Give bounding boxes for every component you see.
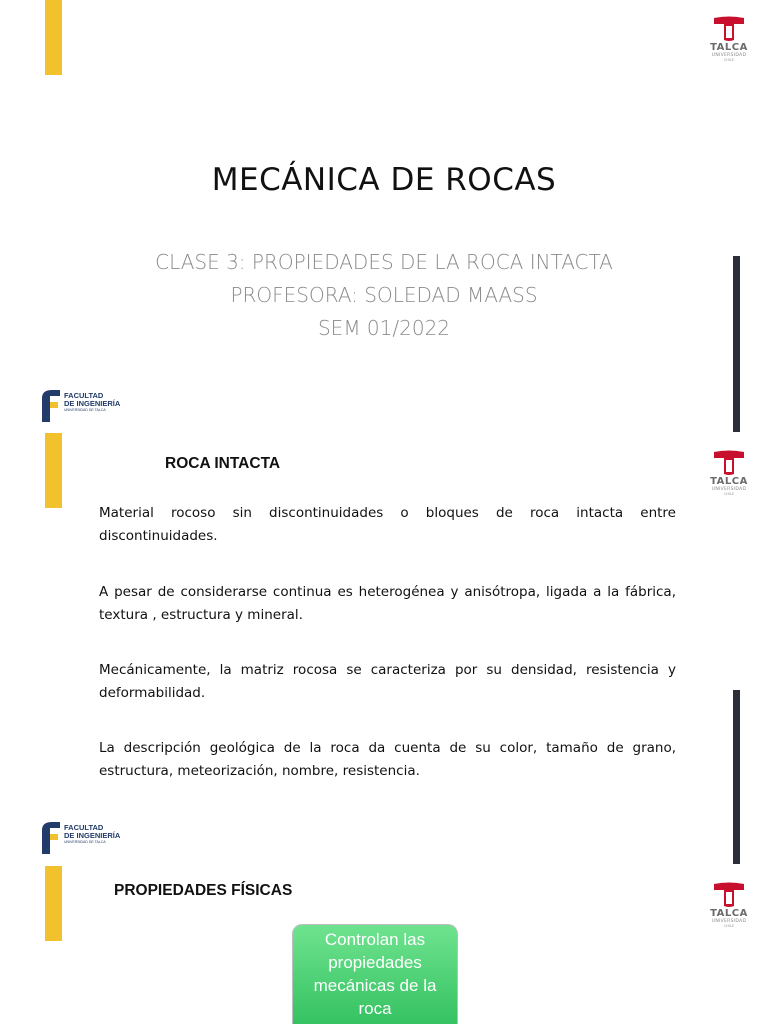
diagram-box-controlan: Controlan las propiedades mecánicas de la roca [292,924,458,1024]
faculty-logo [40,388,120,422]
utalca-country: CHILE [723,924,735,928]
utalca-sub: UNIVERSIDAD [711,487,747,492]
accent-bar-dark [733,256,740,380]
presentation-title: MECÁNICA DE ROCAS [211,162,557,198]
accent-bar-yellow [45,866,62,941]
paragraph-3: Mecánicamente, la matriz rocosa se caracteriza por su densidad, resistencia y deformabilidad. [99,662,676,701]
utalca-logo [705,882,753,928]
accent-bar-dark [733,380,740,432]
accent-bar-dark [733,812,740,864]
paragraph-2: A pesar de considerarse continua es heterogénea y anisótropa, ligada a la fábrica, textura , estructura y mineral. [99,584,676,623]
paragraph-4: La descripción geológica de la roca da cuenta de su color, tamaño de grano, estructura, meteorización, nombre, resistencia. [99,740,676,779]
faculty-emblem-icon [40,388,62,422]
utalca-name: TALCA [710,42,748,53]
accent-bar-yellow [45,0,62,75]
utalca-sub: UNIVERSIDAD [711,53,747,58]
slide-roca-intacta [0,380,768,812]
utalca-logo [705,16,753,62]
utalca-name: TALCA [710,476,748,487]
faculty-logo [40,820,120,854]
utalca-emblem-icon [712,450,746,476]
subtitle-line-1: CLASE 3: PROPIEDADES DE LA ROCA INTACTA [155,250,613,274]
faculty-line-3: UNIVERSIDAD DE TALCA [64,840,106,844]
faculty-line-3: UNIVERSIDAD DE TALCA [64,408,106,412]
section-heading: PROPIEDADES FÍSICAS [114,882,293,899]
utalca-name: TALCA [710,908,748,919]
slide-title [0,0,768,380]
section-heading: ROCA INTACTA [165,455,281,472]
utalca-country: CHILE [723,492,735,496]
faculty-emblem-icon [40,820,62,854]
faculty-line-2: DE INGENIERÍA [64,399,121,408]
utalca-logo [705,450,753,496]
accent-bar-yellow [45,433,62,508]
subtitle-line-2: PROFESORA: SOLEDAD MAASS [230,283,538,307]
paragraph-1: Material rocoso sin discontinuidades o bloques de roca intacta entre discontinuidades. [99,505,676,544]
utalca-sub: UNIVERSIDAD [711,919,747,924]
faculty-line-2: DE INGENIERÍA [64,831,121,840]
utalca-emblem-icon [712,16,746,42]
accent-bar-dark [733,690,740,812]
faculty-line-1: FACULTAD [64,823,104,832]
faculty-line-1: FACULTAD [64,391,104,400]
utalca-country: CHILE [723,58,735,62]
subtitle-line-3: SEM 01/2022 [317,316,451,340]
utalca-emblem-icon [712,882,746,908]
